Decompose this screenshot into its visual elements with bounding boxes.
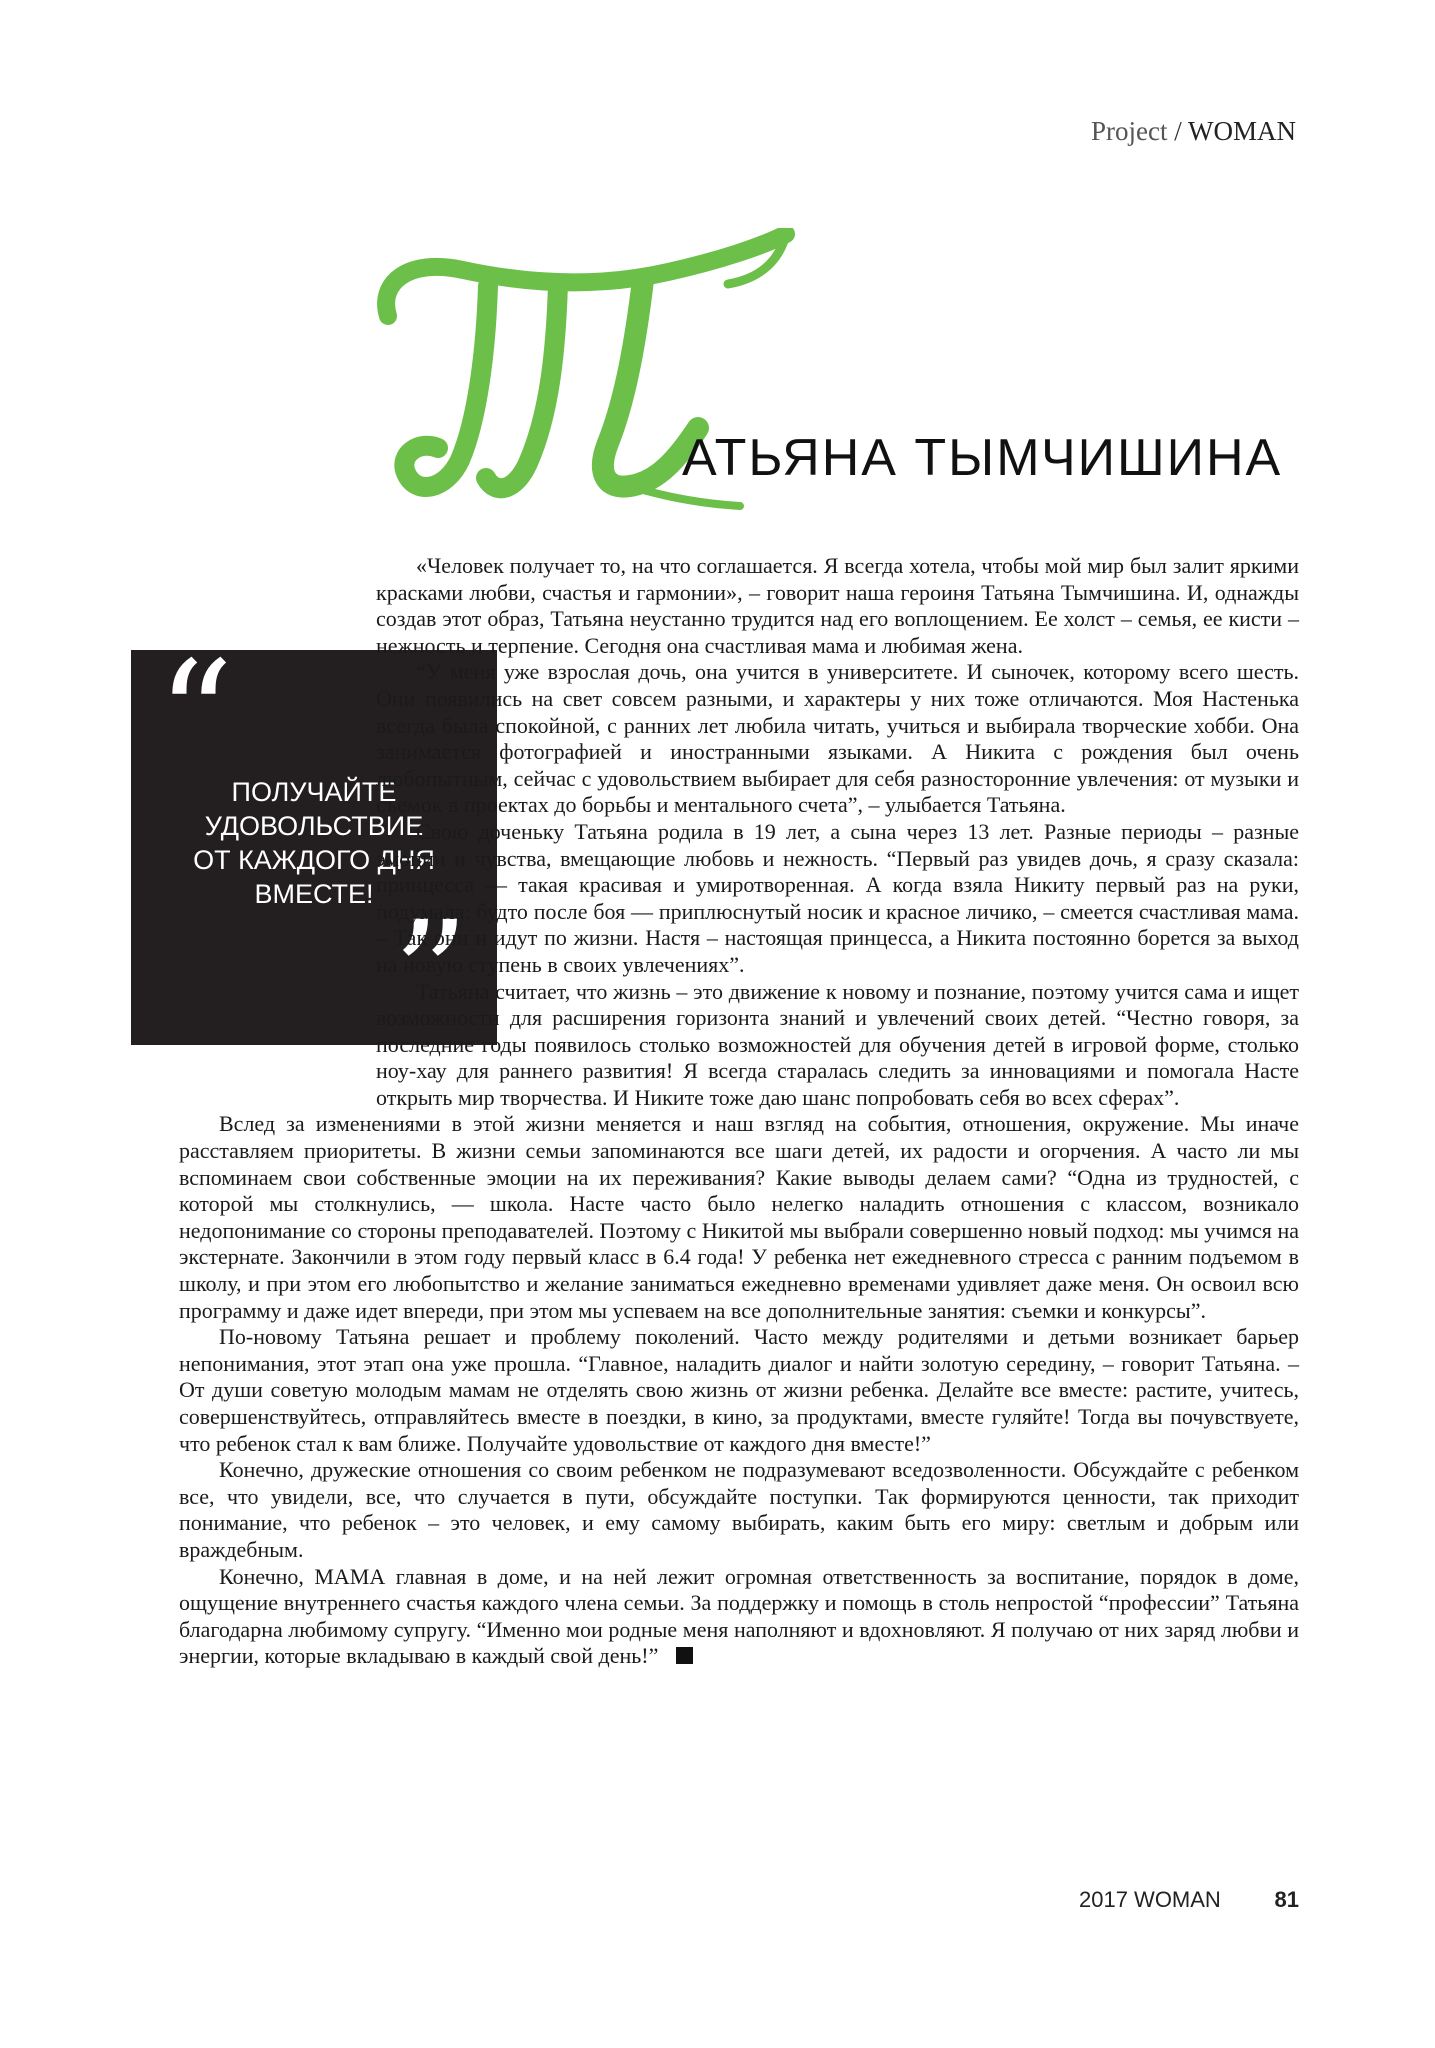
header-separator: / [1167,116,1188,146]
page-footer [1079,1887,1299,1913]
pull-quote-text: ПОЛУЧАЙТЕ УДОВОЛЬСТВИЕ ОТ КАЖДОГО ДНЯ ВМЕСТЕ! [193,777,435,909]
article-paragraph: По-новому Татьяна решает и проблему поколений. Часто между родителями и детьми возникает барьер непонимания, этот этап она уже прошла. “Главное, наладить диалог и найти золотую середину, – говорит Татьяна. – От души советую молодым мамам не отделять свою жизнь от жизни ребенка. Делайте все вместе: растите, учитесь, совершенствуйтесь, отправляйтесь вместе в поездки, в кино, за продуктами, вместе гуляйте! Тогда вы почувствуете, что ребенок стал к вам ближе. Получайте удовольствие от каждого дня вместе!” [179,1324,1299,1456]
article-paragraph: “У меня уже взрослая дочь, она учится в университете. И сыночек, которому всего шесть. Они появились на свет совсем разными, и характеры у них тоже отличаются. Моя Настенька всегда была спокойной, с ранних лет любила читать, учиться и выбирала творческие хобби. Она занимается фотографией и иностранными языками. А Никита с рождения был очень любопытным, сейчас с удовольствием выбирает для себя разносторонние увлечения: от музыки и съемок в проектах до борьбы и ментального счета”, – улыбается Татьяна. [376,659,1299,818]
article-paragraph: Татьяна считает, что жизнь – это движение к новому и познание, поэтому учится сама и ищет возможности для расширения горизонта знаний и увлечений своих детей. “Честно говоря, за последние годы появилось столько возможностей для обучения детей в игровой форме, столько ноу-хау для раннего развития! Я всегда старалась следить за инновациями и помогала Насте открыть мир творчества. И Никите тоже даю шанс попробовать себя во всех сферах”. [376,978,1299,1110]
article-title: АТЬЯНА ТЫМЧИШИНА [682,429,1283,487]
article-paragraph: «Человек получает то, на что соглашается. Я всегда хотела, чтобы мой мир был залит яркими красками любви, счастья и гармонии», – говорит наша героиня Татьяна Тымчишина. И, однажды создав этот образ, Татьяна неустанно трудится над его воплощением. Ее холст – семья, ее кисти – нежность и терпение. Сегодня она счастливая мама и любимая жена. [376,553,1299,658]
header-section: WOMAN [1188,116,1296,146]
article-paragraph: Свою доченьку Татьяна родила в 19 лет, а сына через 13 лет. Разные периоды – разные эмоции и чувства, вмещающие любовь и нежность. “Первый раз увидев дочь, я сразу сказала: принцесса — такая красивая и умиротворенная. А когда взяла Никиту первый раз на руки, подумала: будто после боя — приплюснутый носик и красное личико, – смеется счастливая мама. – Так они и идут по жизни. Настя – настоящая принцесса, а Никита постоянно борется за выход на новую ступень в своих увлечениях”. [376,818,1299,977]
article-paragraph-text: Конечно, МАМА главная в доме, и на ней лежит огромная ответственность за воспитание, порядок в доме, ощущение внутреннего счастья каждого члена семьи. За поддержку и помощь в столь непростой “профессии” Татьяна благодарна любимому супругу. “Именно мои родные меня наполняют и вдохновляют. Я получаю от них заряд любви и энергии, которые вкладываю в каждый свой день!” [179,1563,1299,1669]
article-body [179,553,1299,1670]
footer-issue: 2017 WOMAN [1079,1887,1221,1912]
article-paragraph-last [179,1564,1299,1670]
article-paragraph: Вслед за изменениями в этой жизни меняется и наш взгляд на события, отношения, окружение. Мы иначе расставляем приоритеты. В жизни семьи запоминаются все шаги детей, их радости и огорчения. А часто ли мы вспоминаем свои собственные эмоции на их переживания? Какие выводы делаем сами? “Одна из трудностей, с которой мы столкнулись, — школа. Насте часто было нелегко наладить отношения с классом, возникало недопонимание со стороны преподавателей. Поэтому с Никитой мы выбрали совершенно новый подход: мы учимся на экстернате. Закончили в этом году первый класс в 6.4 года! У ребенка нет ежедневного стресса с ранним подъемом в школу, и при этом его любопытство и желание заниматься ежедневно временами удивляет даже меня. Он освоил всю программу и даже идет впереди, при этом мы успеваем на все дополнительные занятия: съемки и конкурсы”. [179,1111,1299,1323]
header-project: Project [1091,116,1168,146]
article-paragraph: Конечно, дружеские отношения со своим ребенком не подразумевают вседозволенности. Обсуждайте с ребенком все, что увидели, все, что случается в пути, обсуждайте поступки. Так формируются ценности, так приходит понимание, что ребенок – это человек, и ему самому выбирать, каким быть его миру: светлым и добрым или враждебным. [179,1457,1299,1562]
close-quote-mark: ” [392,890,469,1064]
end-of-article-mark [676,1647,693,1664]
running-header [1091,116,1296,147]
open-quote-mark: “ [157,630,234,804]
page-number: 81 [1274,1887,1299,1912]
